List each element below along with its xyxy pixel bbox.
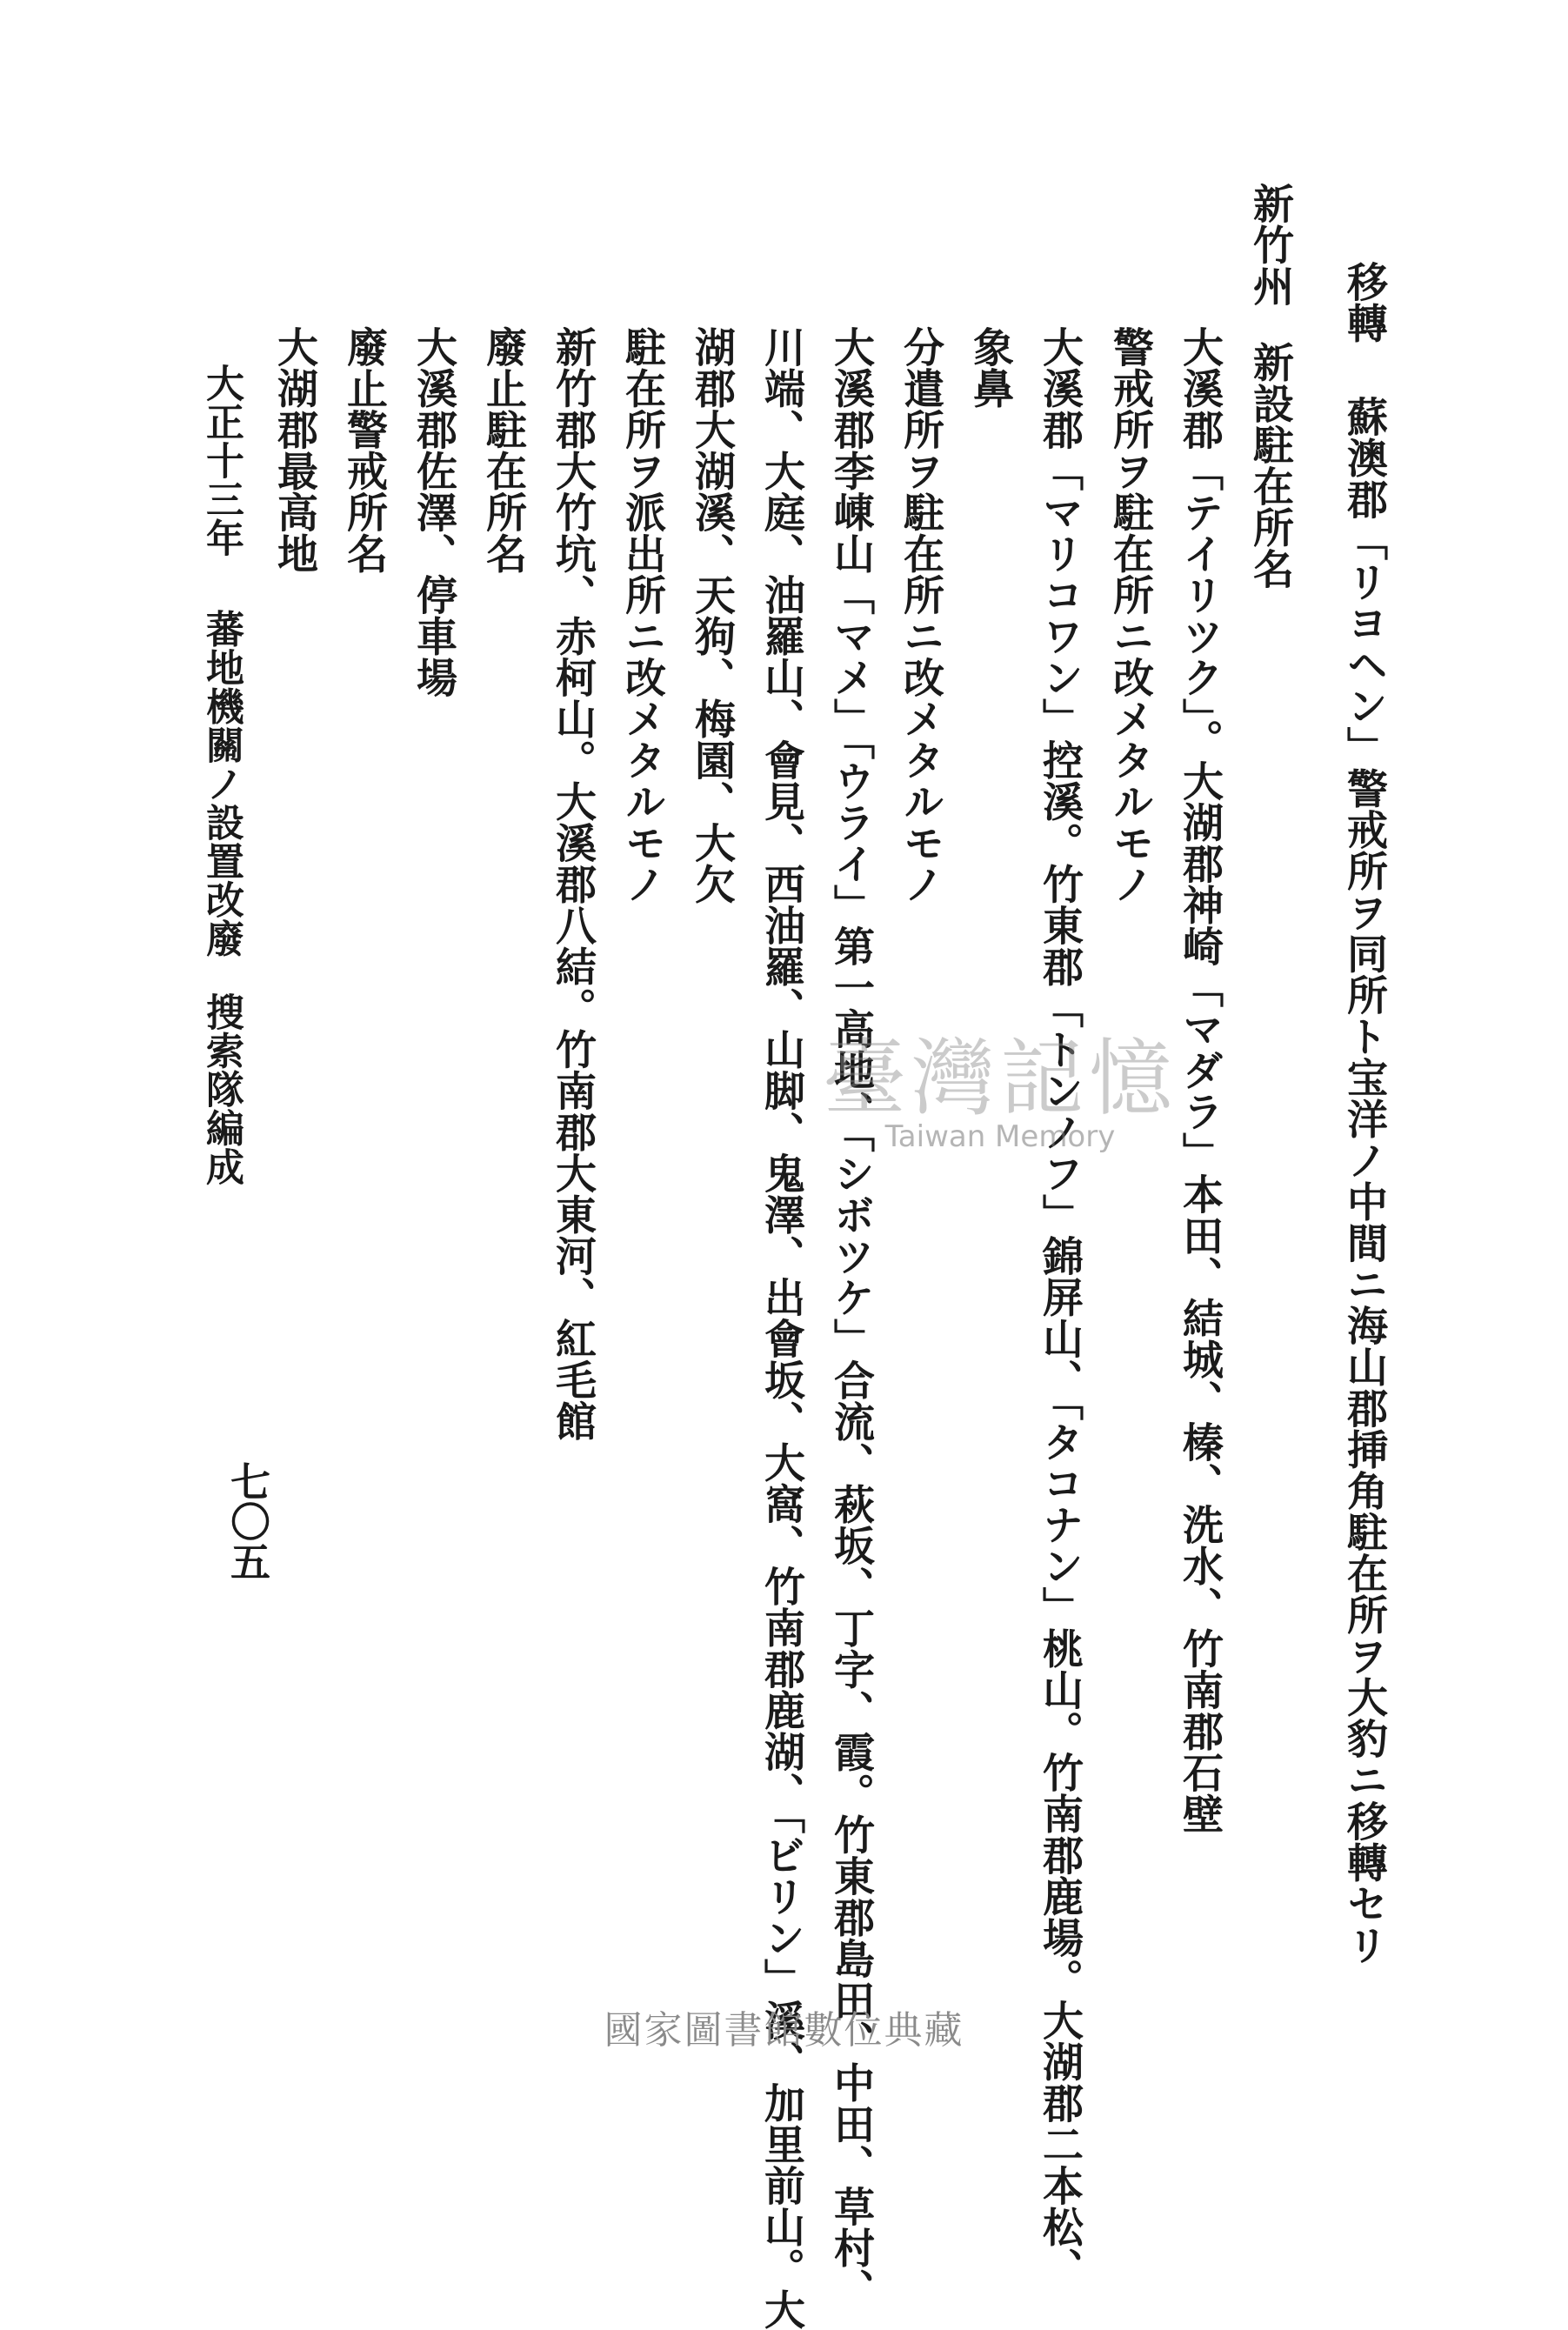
running-footer — [199, 364, 244, 1186]
column-text: 新竹郡大竹坑、赤柯山。大溪郡八結。竹南郡大東河、紅毛館 — [549, 326, 597, 1442]
column-text: 大溪郡佐澤、停車場 — [410, 326, 457, 698]
section-heading: 新設駐在所名 — [1246, 341, 1294, 590]
column-heading: 廢止警戒所名 — [340, 326, 388, 574]
prefecture-heading: 新竹州 — [1246, 183, 1294, 307]
column-text: 大溪郡「マリコワン」控溪。竹東郡「トンノフ」錦屏山、「タコナン」桃山。竹南郡鹿場。大湖郡二本松、 — [1036, 326, 1084, 2289]
column-4 — [1106, 326, 1154, 905]
column-10 — [688, 326, 736, 905]
column-12 — [549, 326, 597, 1442]
archive-caption: 國家圖書館數位典藏 — [604, 2008, 964, 2053]
column-text: 大湖郡最高地 — [270, 326, 318, 574]
column-13 — [479, 326, 527, 574]
column-5 — [1036, 326, 1084, 2289]
page-number: 七〇五 — [224, 1461, 271, 1581]
column-text: 大溪郡李崠山「マメ」「ウライ」第一高地、「シボツケ」合流、萩坂、丁字、霞。竹東郡島田、中田、草村、 — [827, 326, 875, 2310]
column-text: 湖郡大湖溪、天狗、梅園、大欠 — [688, 326, 736, 905]
column-2 — [1246, 183, 1294, 590]
column-heading: 駐在所ヲ派出所ニ改メタルモノ — [618, 326, 666, 905]
column-6 — [966, 326, 1014, 409]
column-14 — [410, 326, 457, 698]
column-11 — [618, 326, 666, 905]
column-text: 蘇澳郡「リヨヘン」警戒所ヲ同所ト宝洋ノ中間ニ海山郡挿角駐在所ヲ大豹ニ移轉セリ — [1340, 396, 1388, 1966]
column-1 — [1340, 261, 1388, 1966]
column-heading: 廢止駐在所名 — [479, 326, 527, 574]
column-3 — [1176, 326, 1224, 1834]
footer-title: 蕃地機關ノ設置改廢 — [199, 609, 244, 958]
column-heading: 移轉 — [1340, 261, 1388, 344]
column-15 — [340, 326, 388, 574]
watermark-chinese: 臺灣記憶 — [823, 1030, 1178, 1127]
column-16 — [270, 326, 318, 574]
footer-sub: 搜索隊編成 — [199, 992, 244, 1186]
column-heading: 分遣所ヲ駐在所ニ改メタルモノ — [897, 326, 944, 905]
column-text: 川端、大庭、油羅山、會見、西油羅、山脚、鬼澤、出會坂、大窩、竹南郡鹿湖、「ビリン」溪、加里前山。大 — [757, 326, 805, 2330]
column-text: 大溪郡「テイリツク」。大湖郡神崎「マダラ」本田、結城、榛、洗水、竹南郡石壁 — [1176, 326, 1224, 1834]
column-7 — [897, 326, 944, 905]
column-text: 象鼻 — [966, 326, 1014, 409]
column-heading: 警戒所ヲ駐在所ニ改メタルモノ — [1106, 326, 1154, 905]
watermark-english: Taiwan Memory — [884, 1118, 1116, 1154]
footer-era: 大正十三年 — [199, 364, 244, 557]
